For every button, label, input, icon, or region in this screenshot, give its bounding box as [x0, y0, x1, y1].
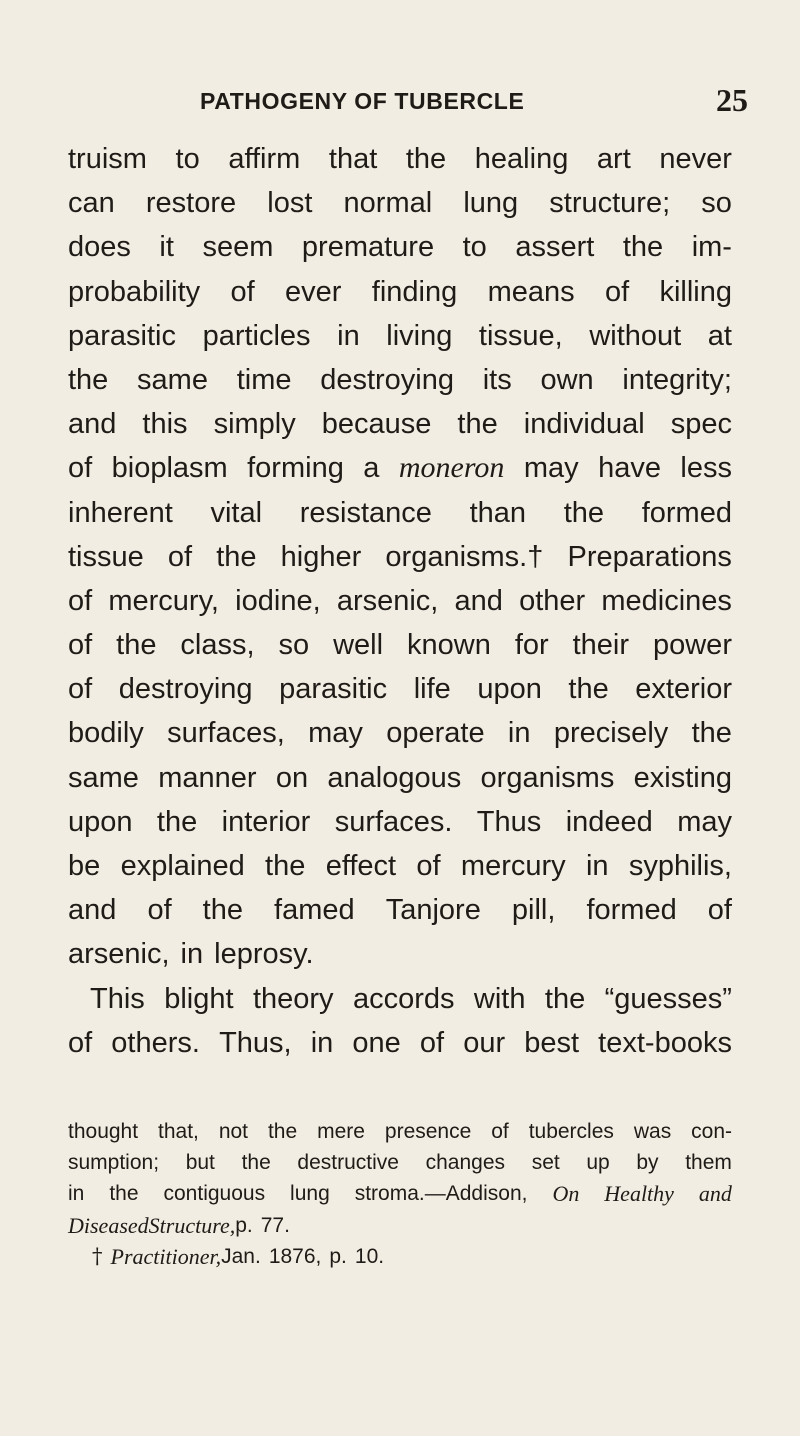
word: Preparations	[567, 540, 732, 573]
main-text-block	[68, 137, 732, 1065]
footnote-line-4	[68, 1210, 732, 1241]
word: vital	[210, 496, 263, 529]
word: exterior	[635, 673, 732, 706]
text-line-8	[68, 446, 732, 490]
word: structure;	[549, 187, 671, 220]
word: seem	[202, 231, 274, 264]
word: the	[68, 363, 109, 396]
word: not	[218, 1120, 249, 1143]
word: can	[68, 187, 115, 220]
word: restore	[145, 187, 237, 220]
word: the	[109, 1182, 139, 1206]
text-line-4	[68, 270, 732, 314]
text-line-10	[68, 535, 732, 579]
word: the	[622, 231, 664, 264]
dagger-mark: †	[92, 1243, 103, 1268]
word: interior	[221, 805, 311, 838]
footnote-ref-dagger: organisms.†	[385, 540, 544, 573]
word: does	[68, 231, 131, 264]
text-line-21	[68, 1021, 732, 1065]
italic-term-moneron: moneron	[398, 451, 505, 485]
word: assert	[515, 231, 595, 264]
word: of	[68, 584, 93, 617]
word: p.	[329, 1244, 347, 1268]
word: by	[636, 1151, 659, 1175]
word: our	[463, 1026, 506, 1059]
word: surfaces.	[334, 805, 453, 838]
word: never	[659, 143, 732, 175]
text-line-7	[68, 402, 732, 446]
text-line-18	[68, 888, 732, 932]
word: own	[540, 363, 594, 396]
word: destructive	[297, 1151, 399, 1175]
word: and	[454, 584, 503, 617]
footnotes	[68, 1116, 732, 1272]
word: individual	[523, 408, 645, 441]
word: in	[68, 1182, 85, 1206]
word: This	[90, 982, 145, 1015]
footnote-line-1	[68, 1116, 732, 1147]
footnote-line-3	[68, 1178, 732, 1209]
word: organisms	[480, 761, 615, 794]
text-line-3	[68, 225, 732, 269]
word: manner	[158, 761, 257, 794]
word: and	[68, 894, 117, 927]
word: killing	[659, 275, 732, 308]
word: 1876,	[268, 1244, 322, 1268]
footnote-dagger	[68, 1241, 732, 1272]
word: surfaces,	[167, 717, 285, 750]
text-line-12	[68, 623, 732, 667]
word: forming	[247, 452, 344, 485]
word: inherent	[68, 496, 173, 529]
book-title-word: Structure,	[148, 1212, 236, 1238]
running-title: PATHOGENY OF TUBERCLE	[200, 88, 525, 114]
word: the	[265, 850, 306, 882]
footnote-line-2	[68, 1147, 732, 1178]
word: parasitic	[279, 673, 388, 706]
word: it	[159, 231, 174, 264]
text-line-2	[68, 181, 732, 225]
word: known	[407, 629, 491, 662]
word: on	[275, 761, 309, 794]
word: existing	[633, 761, 732, 794]
word: other	[519, 584, 586, 617]
book-title-word: Healthy	[604, 1181, 674, 1207]
word: explained	[120, 850, 245, 882]
word: destroying	[320, 363, 455, 396]
word: than	[469, 496, 527, 529]
word: Thus,	[219, 1026, 292, 1059]
word: so	[701, 187, 732, 220]
word: thought	[68, 1120, 139, 1143]
word: the	[563, 496, 605, 529]
page-number: 25	[716, 82, 748, 118]
word: operate	[386, 717, 485, 750]
word: truism	[68, 143, 147, 175]
word: so	[278, 629, 310, 662]
text-line-6	[68, 358, 732, 402]
word: analogous	[327, 761, 462, 794]
word: but	[185, 1151, 215, 1175]
word: with	[473, 982, 526, 1015]
word: Jan.	[221, 1244, 261, 1268]
word: them	[685, 1151, 732, 1175]
text-line-1	[68, 137, 732, 181]
word: Thus	[476, 805, 542, 838]
word: others.	[111, 1026, 200, 1059]
word: well	[333, 629, 384, 662]
word: for	[514, 629, 549, 662]
word: pill,	[511, 894, 556, 927]
text-line-13	[68, 667, 732, 711]
word: less	[680, 452, 732, 485]
word: may	[677, 805, 732, 838]
word: of	[68, 629, 93, 662]
word: a	[363, 452, 380, 485]
word: medicines	[601, 584, 732, 617]
word: of	[147, 894, 172, 927]
word: the	[116, 629, 157, 662]
word: arsenic,	[336, 584, 439, 617]
word: may	[523, 452, 579, 485]
word: one	[352, 1026, 401, 1059]
word: same	[68, 761, 139, 794]
word: the	[241, 1151, 271, 1175]
word: in	[180, 938, 204, 971]
word: the	[156, 805, 198, 838]
word: because	[321, 408, 432, 441]
word: leprosy.	[214, 938, 314, 971]
word: mercury,	[108, 584, 219, 617]
word: mercury	[460, 850, 566, 882]
word: presence	[384, 1120, 472, 1143]
word: class,	[180, 629, 255, 662]
word: of	[68, 673, 93, 706]
word: healing	[474, 143, 569, 175]
word: that	[328, 143, 378, 175]
word: life	[413, 673, 451, 706]
word: 10.	[354, 1244, 385, 1268]
word: lost	[267, 187, 313, 220]
word: effect	[325, 850, 397, 882]
word: may	[308, 717, 363, 750]
word: its	[482, 363, 512, 396]
word: of	[68, 1026, 93, 1059]
text-line-14	[68, 711, 732, 755]
word: indeed	[565, 805, 653, 838]
word: of	[491, 1120, 509, 1143]
word: of	[230, 275, 255, 308]
word: in	[310, 1026, 334, 1059]
word: sumption;	[68, 1151, 160, 1175]
word: at	[707, 319, 732, 352]
journal-title: Practitioner,	[110, 1243, 222, 1269]
word: the	[568, 673, 609, 706]
word: up	[586, 1151, 610, 1175]
word: of	[167, 540, 193, 573]
word: stroma.—Addison,	[354, 1182, 528, 1206]
word: the	[457, 408, 498, 441]
word: living	[386, 319, 453, 352]
word: bodily	[68, 717, 144, 750]
word: simply	[213, 408, 296, 441]
word: of	[604, 275, 630, 308]
word: tissue,	[478, 319, 563, 352]
word: of	[68, 452, 93, 485]
word: the	[544, 982, 586, 1015]
text-line-11	[68, 579, 732, 623]
word: Tanjore	[385, 894, 481, 927]
word: changes	[425, 1151, 506, 1175]
word: im-	[691, 231, 732, 264]
word: same	[137, 363, 208, 396]
word: formed	[586, 894, 677, 927]
word: to	[462, 231, 487, 264]
word: without	[589, 319, 682, 352]
word: the	[691, 717, 732, 750]
word: have	[598, 452, 661, 485]
word: art	[596, 143, 631, 175]
text-line-9	[68, 491, 732, 535]
word: particles	[202, 319, 311, 352]
word: of	[707, 894, 732, 927]
word: their	[572, 629, 630, 662]
word: con-	[691, 1120, 732, 1143]
word: syphilis,	[628, 850, 732, 882]
word: of	[419, 1026, 445, 1059]
word: best	[524, 1026, 580, 1059]
word: this	[142, 408, 188, 441]
word: was	[633, 1120, 672, 1143]
word: the	[202, 894, 243, 927]
word: higher	[280, 540, 362, 573]
word: finding	[371, 275, 458, 308]
word: normal	[343, 187, 433, 220]
word: in	[507, 717, 531, 750]
word: integrity;	[622, 363, 732, 396]
word: the	[216, 540, 257, 573]
book-title-word: On	[552, 1181, 580, 1207]
word: set	[531, 1151, 560, 1175]
word: 77.	[260, 1213, 290, 1237]
book-title-word: and	[698, 1181, 732, 1207]
word: that,	[158, 1120, 199, 1143]
word: accords	[352, 982, 455, 1015]
word: precisely	[553, 717, 669, 750]
word: famed	[274, 894, 355, 927]
word: in	[337, 319, 360, 352]
word: affirm	[228, 143, 301, 175]
word: ever	[285, 275, 342, 308]
word: blight	[164, 982, 234, 1015]
word: text-books	[598, 1026, 732, 1059]
word: upon	[68, 805, 133, 838]
word: lung	[463, 187, 519, 220]
word: theory	[252, 982, 334, 1015]
text-line-16	[68, 800, 732, 844]
word: means	[487, 275, 575, 308]
word: of	[416, 850, 441, 882]
word: the	[267, 1120, 298, 1143]
word: arsenic,	[68, 938, 170, 971]
word: be	[68, 850, 101, 882]
word: iodine,	[235, 584, 321, 617]
word: formed	[641, 496, 732, 529]
word: tubercles	[528, 1120, 614, 1143]
book-title-word: Diseased	[68, 1212, 149, 1238]
text-line-17	[68, 844, 732, 888]
word: time	[236, 363, 292, 396]
word: power	[652, 629, 732, 662]
word: and	[68, 408, 117, 441]
word: mere	[317, 1120, 365, 1143]
word: upon	[477, 673, 542, 706]
word: spec	[670, 408, 732, 441]
word: destroying	[118, 673, 253, 706]
text-line-20-paragraph-start	[68, 977, 732, 1021]
word: p.	[235, 1213, 253, 1237]
word: in	[585, 850, 609, 882]
word: resistance	[299, 496, 432, 529]
word: tissue	[68, 540, 144, 573]
word: “guesses”	[604, 982, 732, 1015]
word: the	[405, 143, 447, 175]
word: premature	[301, 231, 435, 264]
word: lung	[290, 1182, 330, 1206]
word: to	[175, 143, 200, 175]
text-line-15	[68, 756, 732, 800]
word: bioplasm	[111, 452, 228, 485]
word: parasitic	[68, 319, 176, 352]
word: contiguous	[163, 1182, 266, 1206]
text-line-5	[68, 314, 732, 358]
word: probability	[68, 275, 201, 308]
text-line-19-paragraph-end	[68, 932, 732, 976]
